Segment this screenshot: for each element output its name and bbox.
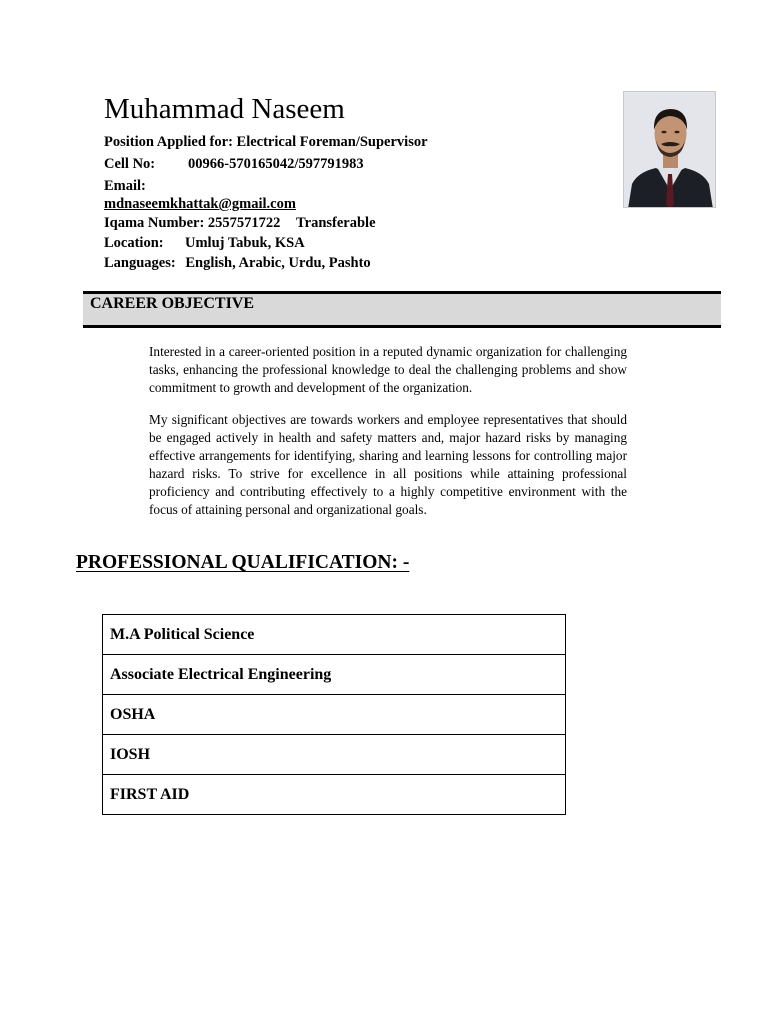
objective-paragraph-1: Interested in a career-oriented position in a reputed dynamic organization for challenging tasks, enhancing the professional knowledge to deal the challenging problems and show commitment to growth and development of the organization. (149, 344, 627, 395)
objective-paragraph-2: My significant objectives are towards workers and employee representatives that should be engaged actively in health and safety matters and, major hazard risks by managing effective arrangements for identifying, sharing and learning lessons for controlling major hazard risks. To strive for excellence in all positions while attaining professional proficiency and contributing effectively to a highly competitive environment with the focus of attaining personal and organizational goals. (149, 412, 627, 517)
table-row (103, 775, 566, 815)
table-row (103, 695, 566, 735)
email-link[interactable]: mdnaseemkhattak@gmail.com (104, 196, 296, 212)
table-row (103, 615, 566, 655)
career-objective-header (83, 291, 721, 328)
qualification-item: OSHA (103, 695, 566, 735)
cell-value: 00966-570165042/597791983 (188, 156, 364, 172)
qualification-heading: PROFESSIONAL QUALIFICATION: - (76, 552, 410, 573)
location-value: Umluj Tabuk, KSA (185, 235, 305, 251)
candidate-name: Muhammad Naseem (104, 93, 345, 125)
qualification-table (102, 614, 566, 815)
languages-label: Languages: (104, 255, 176, 271)
iqama-note: Transferable (296, 215, 376, 231)
qualification-item: IOSH (103, 735, 566, 775)
table-row (103, 735, 566, 775)
email-label: Email: (104, 178, 146, 194)
qualification-item: Associate Electrical Engineering (103, 655, 566, 695)
cell-label: Cell No: (104, 156, 156, 172)
location-label: Location: (104, 235, 164, 251)
position-applied: Position Applied for: Electrical Foreman/Supervisor (104, 134, 428, 150)
cell-number-row (104, 155, 364, 173)
languages-row (104, 254, 371, 272)
iqama-row (104, 214, 376, 232)
languages-value: English, Arabic, Urdu, Pashto (185, 255, 371, 271)
table-row (103, 655, 566, 695)
career-objective-title: CAREER OBJECTIVE (90, 295, 255, 312)
qualification-item: M.A Political Science (103, 615, 566, 655)
portrait-image (624, 92, 716, 208)
iqama-number: Iqama Number: 2557571722 (104, 215, 281, 231)
location-row (104, 234, 305, 252)
profile-photo (623, 91, 716, 208)
qualification-item: FIRST AID (103, 775, 566, 815)
